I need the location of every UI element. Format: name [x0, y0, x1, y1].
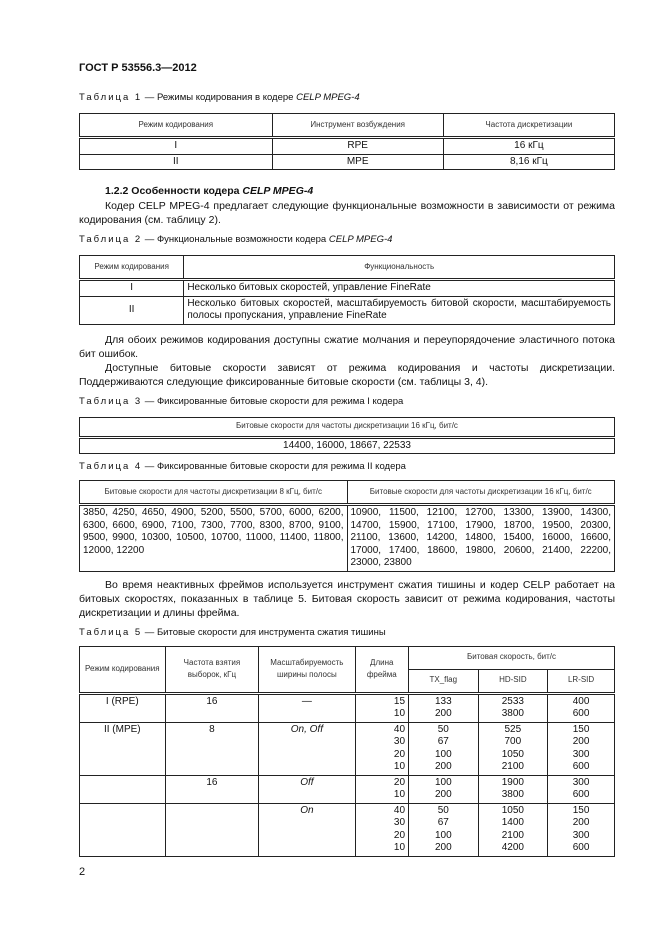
table4	[79, 480, 615, 572]
table5-subheader: HD-SID	[478, 669, 548, 693]
table5-cell	[80, 775, 166, 803]
table-row	[80, 803, 615, 856]
table5-cell: 100 200	[409, 775, 479, 803]
caption-prefix: Таблица 1	[79, 92, 143, 103]
table5-subheader: TX_flag	[409, 669, 479, 693]
caption-text: — Фиксированные битовые скорости для режима I кодера	[142, 395, 404, 407]
caption-prefix: Таблица 4	[79, 461, 143, 472]
table5-cell: 16	[165, 775, 259, 803]
table2-header: Функциональность	[184, 256, 615, 280]
table1-cell: 8,16 кГц	[443, 154, 614, 170]
caption-text: — Фиксированные битовые скорости для режима II кодера	[142, 461, 406, 472]
table5-cell: —	[259, 693, 355, 722]
table5-cell: 8	[165, 722, 259, 775]
table3-caption	[79, 395, 615, 409]
table2-cell: II	[80, 296, 184, 324]
table1-cell: 16 кГц	[443, 138, 614, 155]
table5-cell: 1050 1400 2100 4200	[478, 803, 548, 856]
table2-caption	[79, 233, 615, 247]
table2-cell: I	[80, 280, 184, 297]
page-number: 2	[79, 865, 86, 878]
table3-header: Битовые скорости для частоты дискретизации 16 кГц, бит/с	[80, 417, 615, 437]
table5-header: Частота взятия выборок, кГц	[165, 646, 259, 693]
caption-text: — Режимы кодирования в кодере	[142, 92, 297, 103]
table1-caption	[79, 91, 615, 105]
table1-cell: I	[80, 138, 273, 155]
table5-cell: 40 30 20 10	[355, 722, 409, 775]
table5-cell: I (RPE)	[80, 693, 166, 722]
table3-cell: 14400, 16000, 18667, 22533	[80, 437, 615, 454]
table4-cell: 10900, 11500, 12100, 12700, 13300, 13900, 14300, 14700, 15900, 17100, 17900, 18700, 19500, 20300, 21100, 13600, 14200, 14800, 15400, 16000, 16600, 17000, 17400, 18600, 19800, 20600, 21400, 22200, 23000, 23800	[347, 505, 615, 572]
table-row	[80, 280, 615, 297]
table2-cell: Несколько битовых скоростей, управление FineRate	[184, 280, 615, 297]
table4-caption	[79, 460, 615, 474]
table5-cell: On	[259, 803, 355, 856]
caption-prefix: Таблица 2	[79, 234, 143, 245]
table5-cell: 2533 3800	[478, 693, 548, 722]
table5-cell: 525 700 1050 2100	[478, 722, 548, 775]
table5-cell: 20 10	[355, 775, 409, 803]
table1-header: Частота дискретизации	[443, 114, 614, 138]
table5-cell: II (MPE)	[80, 722, 166, 775]
table5-cell: 16	[165, 693, 259, 722]
table5-cell: 50 67 100 200	[409, 722, 479, 775]
table1-cell: RPE	[272, 138, 443, 155]
table5-cell: 150 200 300 600	[548, 722, 615, 775]
caption-prefix: Таблица 5	[79, 626, 143, 638]
table-row	[80, 296, 615, 324]
table5-header: Режим кодирования	[80, 646, 166, 693]
table5-cell: 40 30 20 10	[355, 803, 409, 856]
table5-cell	[165, 803, 259, 856]
caption-prefix: Таблица 3	[79, 395, 143, 407]
table5-cell: 300 600	[548, 775, 615, 803]
caption-text: — Функциональные возможности кодера	[142, 234, 329, 245]
paragraph: Доступные битовые скорости зависят от режима кодирования и частоты дискретизации. Поддерживаются следующие фиксированные битовые скорости (см. таблицы 3, 4).	[79, 361, 615, 388]
table-row	[80, 693, 615, 722]
table5-caption	[79, 626, 615, 640]
table-row	[80, 775, 615, 803]
table5-cell: 1900 3800	[478, 775, 548, 803]
paragraph: Для обоих режимов кодирования доступны сжатие молчания и переупорядочение эластичного потока бит ошибок.	[79, 333, 615, 360]
table-row	[80, 138, 615, 155]
caption-emphasis: CELP MPEG-4	[328, 234, 393, 245]
table5	[79, 646, 615, 857]
table4-header: Битовые скорости для частоты дискретизации 8 кГц, бит/с	[80, 481, 348, 505]
table5-subheader: LR-SID	[548, 669, 615, 693]
table1-cell: II	[80, 154, 273, 170]
table1-header: Режим кодирования	[80, 114, 273, 138]
heading-emphasis: CELP MPEG-4	[242, 185, 314, 197]
table5-cell: Off	[259, 775, 355, 803]
table2-header: Режим кодирования	[80, 256, 184, 280]
table5-cell: On, Off	[259, 722, 355, 775]
table1-header: Инструмент возбуждения	[272, 114, 443, 138]
table2-cell: Несколько битовых скоростей, масштабируемость битовой скорости, масштабируемость полосы пропускания, управление FineRate	[184, 296, 615, 324]
caption-emphasis: CELP MPEG-4	[296, 92, 360, 103]
page-body	[79, 91, 615, 879]
table5-cell: 15 10	[355, 693, 409, 722]
table5-header: Масштабируемость ширины полосы	[259, 646, 355, 693]
table5-cell	[80, 803, 166, 856]
heading-text: 1.2.2 Особенности кодера	[105, 185, 243, 197]
section-paragraph: Кодер CELP MPEG-4 предлагает следующие функциональные возможности в зависимости от режима кодирования (см. таблицу 2).	[79, 200, 615, 226]
table4-cell: 3850, 4250, 4650, 4900, 5200, 5500, 5700, 6000, 6200, 6300, 6600, 6900, 7100, 7300, 7700, 8300, 8700, 9100, 9500, 9900, 10300, 10500, 10700, 11000, 11400, 11800, 12000, 12200	[80, 505, 348, 572]
table1-cell: MPE	[272, 154, 443, 170]
table2	[79, 255, 615, 325]
section-heading	[79, 184, 615, 198]
table1	[79, 113, 615, 170]
table-row	[80, 154, 615, 170]
paragraph: Во время неактивных фреймов используется инструмент сжатия тишины и кодер CELP работает на битовых скоростях, показанных в таблице 5. Битовая скорость зависит от режима кодирования, частоты дискретизации и длины фрейма.	[79, 578, 615, 619]
table-row	[80, 722, 615, 775]
document-header: ГОСТ Р 53556.3—2012	[79, 62, 197, 74]
table5-cell: 133 200	[409, 693, 479, 722]
table5-header: Длина фрейма	[355, 646, 409, 693]
table3	[79, 417, 615, 455]
table5-cell: 400 600	[548, 693, 615, 722]
table5-cell: 50 67 100 200	[409, 803, 479, 856]
table5-cell: 150 200 300 600	[548, 803, 615, 856]
table4-header: Битовые скорости для частоты дискретизации 16 кГц, бит/с	[347, 481, 615, 505]
caption-text: — Битовые скорости для инструмента сжатия тишины	[142, 626, 386, 638]
table5-header: Битовая скорость, бит/с	[409, 646, 615, 669]
